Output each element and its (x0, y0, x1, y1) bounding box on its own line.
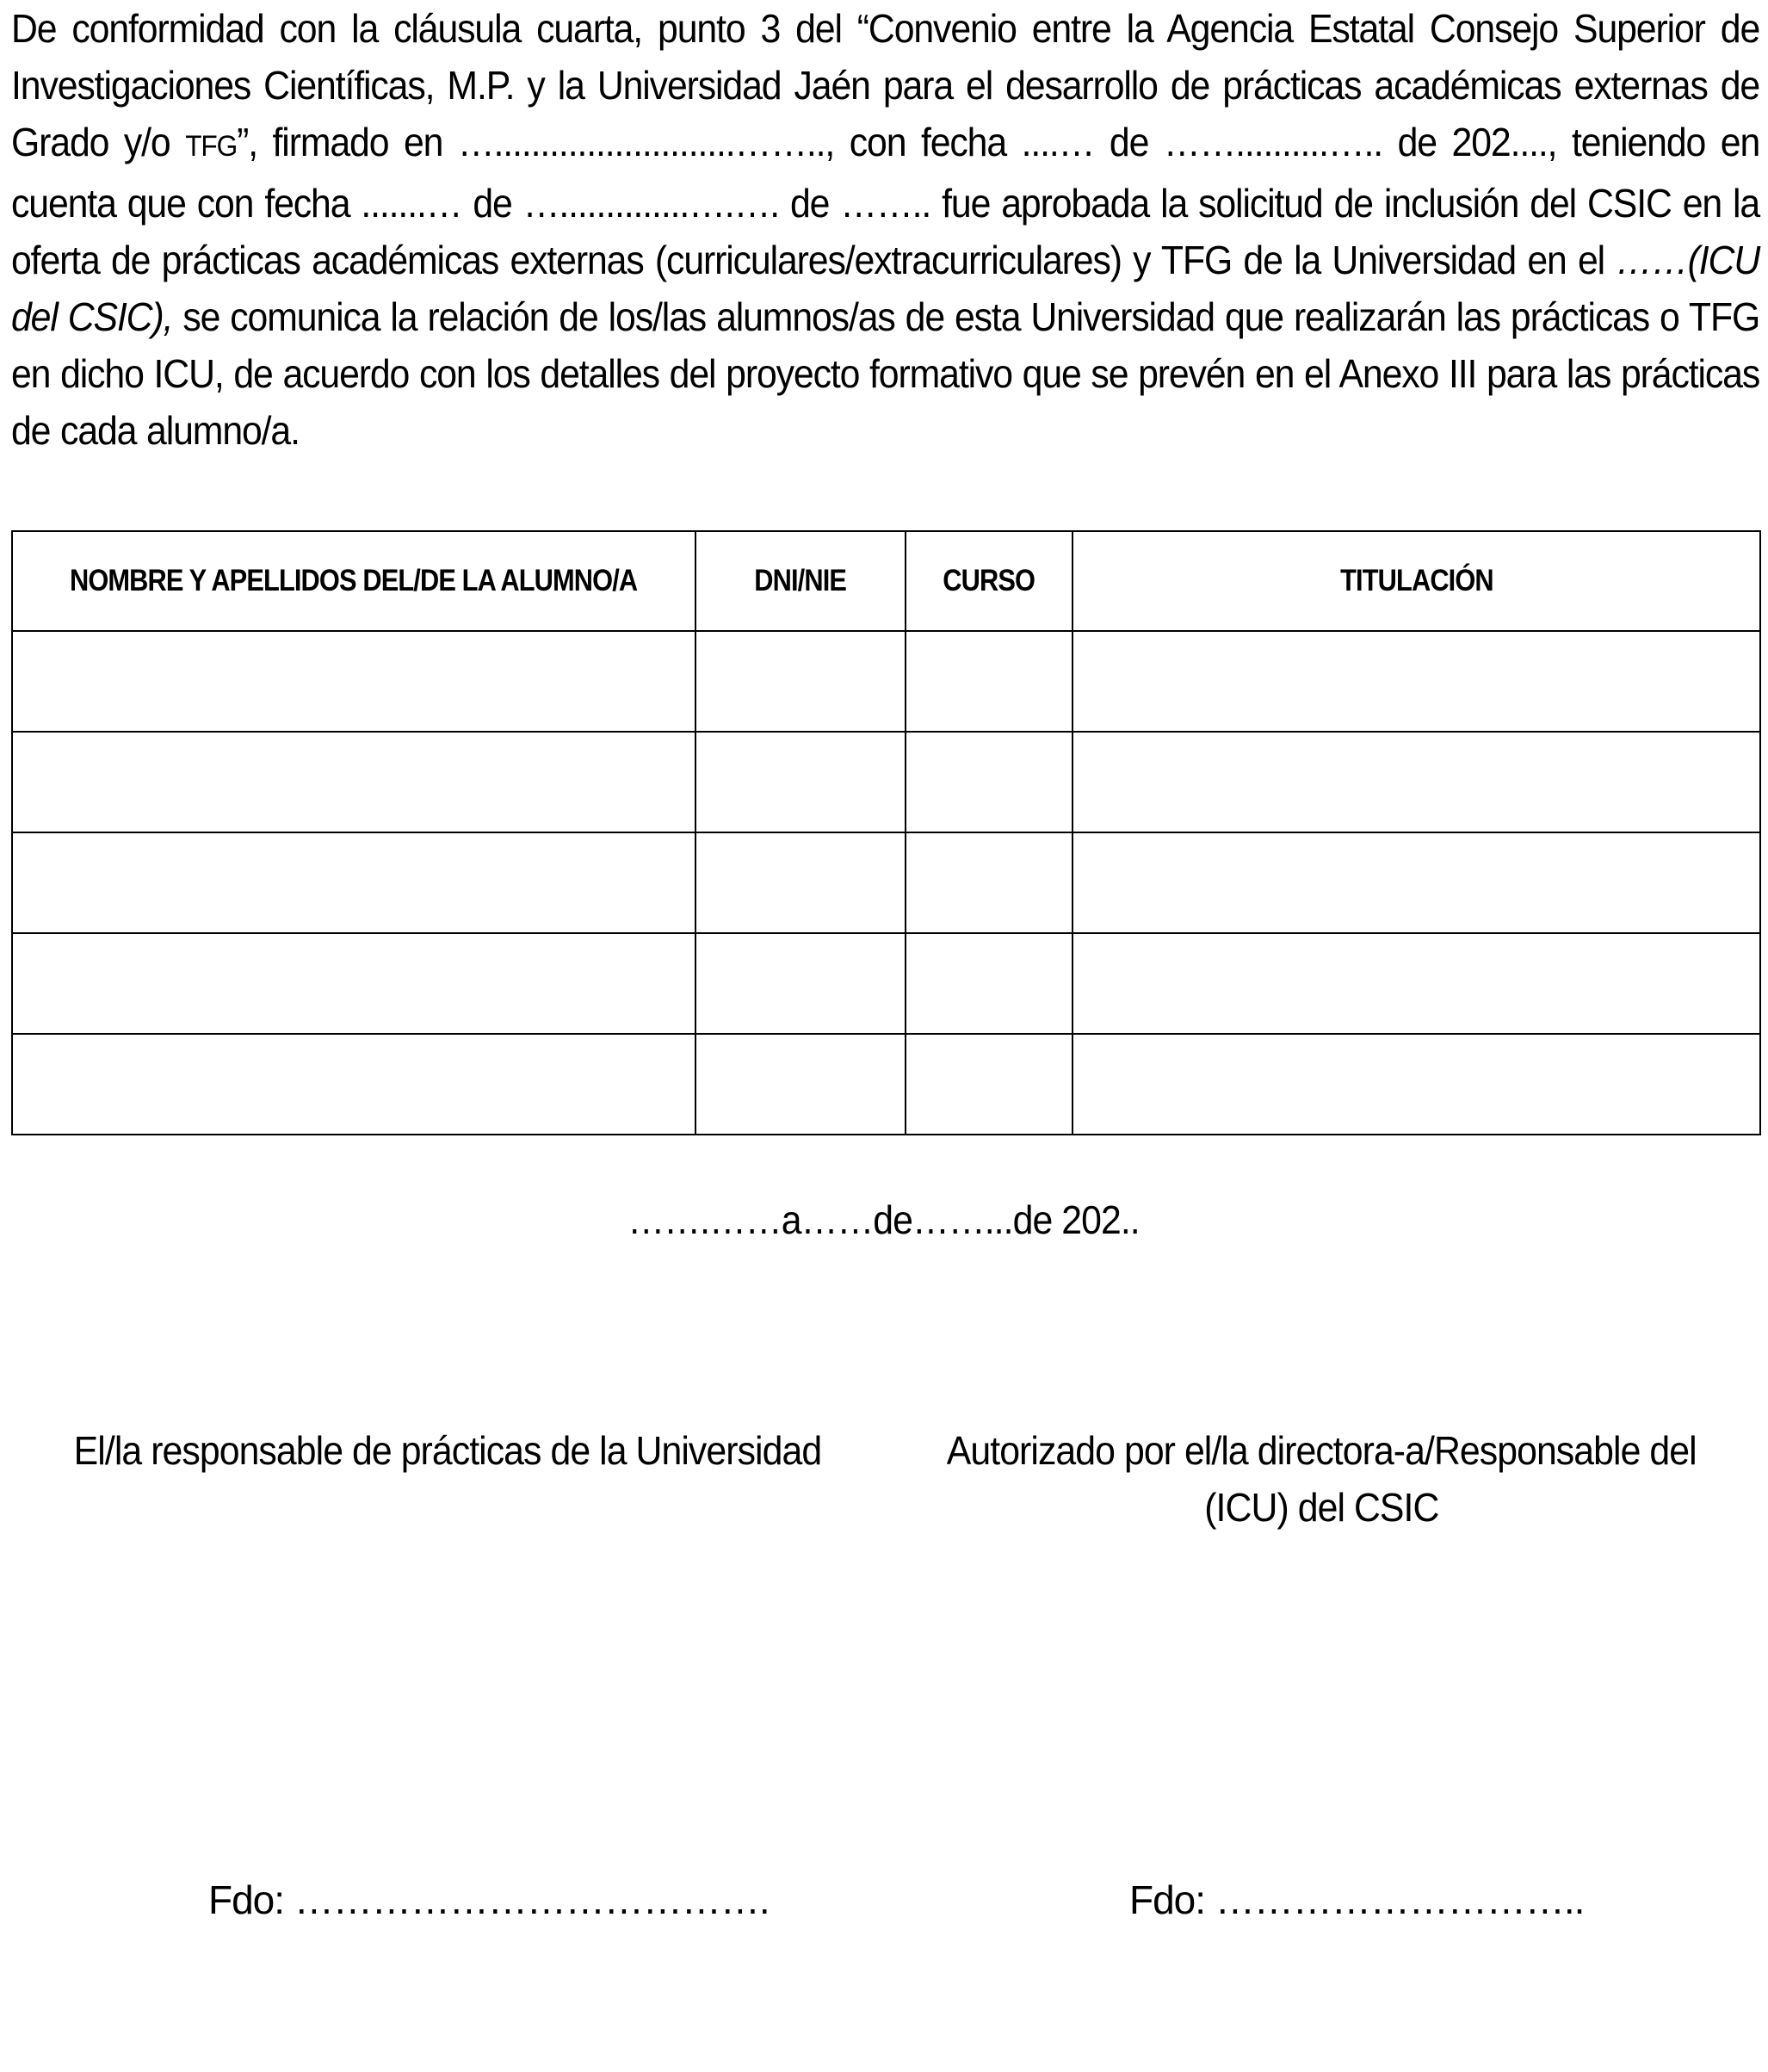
cell-titulacion[interactable] (1073, 1034, 1760, 1135)
header-curso: CURSO (906, 531, 1073, 631)
cell-curso[interactable] (906, 933, 1073, 1034)
cell-titulacion[interactable] (1073, 732, 1760, 832)
cell-dni-nie[interactable] (695, 933, 906, 1034)
cell-dni-nie[interactable] (695, 732, 906, 832)
cell-titulacion[interactable] (1073, 832, 1760, 933)
signature-university-title: El/la responsable de prácticas de la Universidad (73, 1428, 822, 1473)
cell-student-name[interactable] (12, 631, 695, 732)
cell-curso[interactable] (906, 1034, 1073, 1135)
intro-text-part3: se comunica la relación de los/las alumnos/as de esta Universidad que realizarán las prácticas o TFG en dicho ICU, de acuerdo con los detalles del proyecto formativo que se prevén en el Anexo III para las prácticas de cada alumno/a. (11, 294, 1760, 453)
cell-student-name[interactable] (12, 832, 695, 933)
header-dni-nie: DNI/NIE (695, 531, 906, 631)
table-row (12, 933, 1760, 1034)
table-header-row (12, 531, 1760, 631)
signature-csic-fdo: Fdo: ……………………….. (1129, 1877, 1585, 1922)
cell-curso[interactable] (906, 732, 1073, 832)
cell-student-name[interactable] (12, 732, 695, 832)
intro-paragraph (11, 0, 1760, 459)
cell-titulacion[interactable] (1073, 631, 1760, 732)
intro-tfg-abbrev: TFG (185, 130, 238, 163)
signature-csic-title-line1: Autorizado por el/la directora-a/Responsable del (946, 1428, 1697, 1473)
signature-csic-title (912, 1422, 1730, 1536)
signature-csic-title-line2: (ICU) del CSIC (1203, 1485, 1439, 1530)
cell-student-name[interactable] (12, 1034, 695, 1135)
students-table (11, 530, 1761, 1135)
table-row (12, 732, 1760, 832)
cell-curso[interactable] (906, 832, 1073, 933)
cell-dni-nie[interactable] (695, 1034, 906, 1135)
table-row (12, 832, 1760, 933)
table-row (12, 1034, 1760, 1135)
place-date-line: …….……a……de……...de 202.. (627, 1197, 1141, 1242)
intro-text-part2: ”, firmado en …..........................…….., con fecha ....… de ……..........….. de 202...., teniendo en cuenta que con fecha .......… de …..............….…. de …….. fue aprobada la solicitud de inclusión del CSIC en la oferta de prácticas académicas externas (curriculares/extracurriculares) y TFG de la Universidad en el (11, 120, 1760, 282)
table-row (12, 631, 1760, 732)
signature-university-fdo: Fdo: ………………………………. (208, 1877, 770, 1922)
cell-titulacion[interactable] (1073, 933, 1760, 1034)
cell-student-name[interactable] (12, 933, 695, 1034)
intro-text-part1: De conformidad con la cláusula cuarta, punto 3 del “Convenio entre la Agencia Estatal Consejo Superior de Investigaciones Científicas, M.P. y la Universidad Jaén para el desarrollo de prácticas académicas externas de Grado y/o (11, 6, 1760, 164)
cell-curso[interactable] (906, 631, 1073, 732)
header-student-name: NOMBRE Y APELLIDOS DEL/DE LA ALUMNO/A (12, 531, 695, 631)
header-titulacion: TITULACIÓN (1073, 531, 1760, 631)
cell-dni-nie[interactable] (695, 631, 906, 732)
cell-dni-nie[interactable] (695, 832, 906, 933)
intro-icu-italic: ……(ICU del CSIC), (11, 238, 1760, 339)
